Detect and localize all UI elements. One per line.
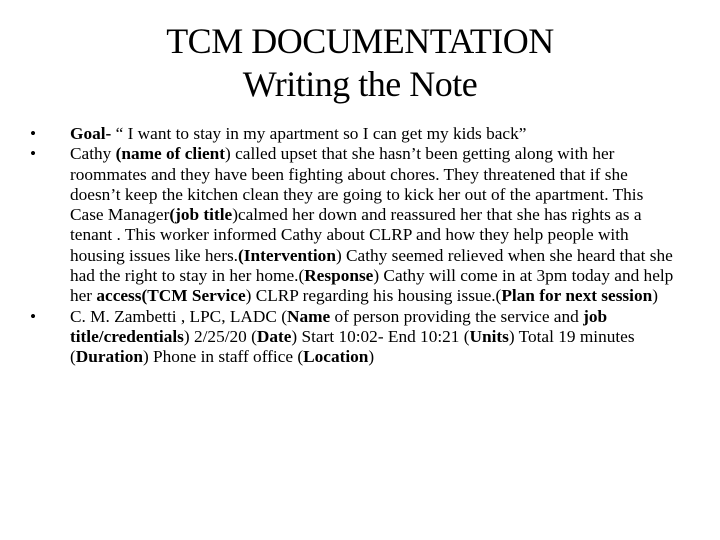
title-line-2: Writing the Note (242, 64, 478, 104)
sig-bold-2: job title/credentials (70, 306, 608, 346)
sig-text-5: ) Total 19 minutes ( (70, 326, 635, 367)
sig-text-1: C. M. Zambetti , LPC, LADC ( (70, 306, 287, 326)
sig-text-3: ) 2/25/20 ( (183, 326, 257, 346)
note-bold-3: (Intervention (238, 245, 336, 265)
note-bold-6: Plan for next session (501, 286, 653, 306)
note-bold-5: access(TCM Service (96, 286, 246, 306)
sig-text-2: of person providing the service and (330, 306, 584, 326)
goal-text: “ I want to stay in my apartment so I can get my kids back” (111, 124, 527, 143)
sig-bold-6: Location (303, 347, 369, 367)
note-text-3: )calmed her down and reassured her that she has rights as a tenant . This worker informed Cathy about CLRP and how they help people with housing issues like hers. (70, 205, 642, 265)
sig-text-6: ) Phone in staff office ( (142, 347, 304, 367)
bullet-dot: • (30, 306, 37, 326)
bullet-note (30, 144, 680, 306)
sig-bold-1: Name (286, 306, 331, 326)
note-bold-2: (job title (169, 205, 233, 225)
bullet-dot: • (30, 124, 37, 143)
note-text-4: ) Cathy seemed relieved when she heard that she had the right to stay in her home.( (70, 245, 673, 286)
bullet-signature (30, 307, 680, 368)
note-bold-1: (name of client (115, 144, 226, 164)
note-text-5: ) Cathy will come in at 3pm today and help her (70, 266, 674, 306)
note-text-6: ) CLRP regarding his housing issue.( (245, 286, 502, 306)
note-bold-4: Response (304, 266, 374, 286)
sig-text-4: ) Start 10:02- End 10:21 ( (291, 326, 470, 346)
goal-label: Goal- (70, 124, 112, 143)
slide-title (0, 20, 720, 106)
sig-bold-4: Units (469, 326, 509, 346)
sig-text-7: ) (368, 347, 375, 367)
bullet-list (30, 124, 680, 368)
note-text-7: ) (652, 286, 658, 306)
sig-bold-3: Date (256, 326, 292, 346)
sig-bold-5: Duration (75, 347, 143, 367)
title-line-1: TCM DOCUMENTATION (166, 21, 554, 61)
note-text-2: ) called upset that she hasn’t been getting along with her roommates and they have been fighting about chores. They threatened that if she doesn’t keep the kitchen clean they are going to kick her out of the apartment. This Case Manager (70, 144, 644, 225)
bullet-goal (30, 124, 680, 144)
bullet-dot: • (30, 144, 37, 164)
note-text-1: Cathy (70, 144, 116, 164)
